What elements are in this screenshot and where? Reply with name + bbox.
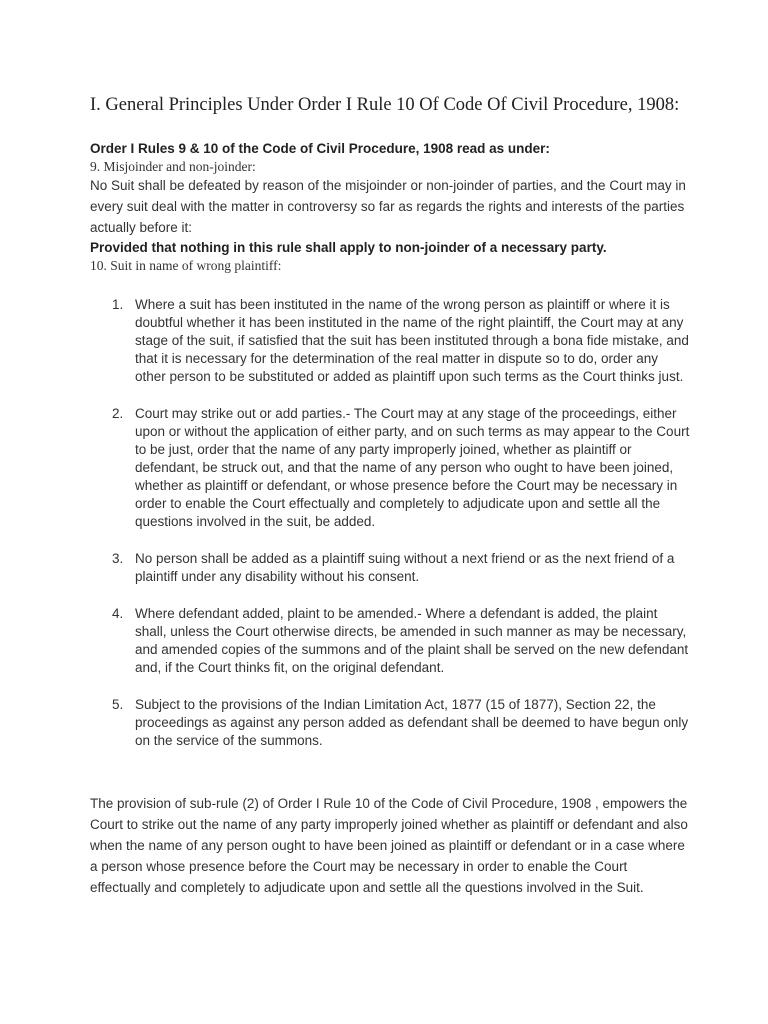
list-item-text: Where a suit has been instituted in the name of the wrong person as plaintiff or where it is doubtful whether it has been instituted in the name of the right plaintiff, the Court may at any stage of the suit, if satisfied that the suit has been instituted through a bona fide mistake, and that it is necessary for the determination of the real matter in dispute so to do, order any other person to be substituted or added as plaintiff upon such terms as the Court thinks just. — [135, 297, 689, 384]
list-item-number: 3. — [112, 551, 124, 566]
intro-section — [90, 139, 690, 274]
intro-bold-line: Order I Rules 9 & 10 of the Code of Civil Procedure, 1908 read as under: — [90, 141, 550, 156]
list-item — [90, 296, 690, 386]
list-item-number: 1. — [112, 297, 124, 312]
list-item — [90, 550, 690, 586]
rule9-title: 9. Misjoinder and non-joinder: — [90, 159, 256, 174]
rule10-list — [90, 296, 690, 769]
list-item — [90, 405, 690, 531]
list-item-text: Where defendant added, plaint to be amended.- Where a defendant is added, the plaint shall, unless the Court otherwise directs, be amended in such manner as may be necessary, and amended copies of the summons and of the plaint shall be served on the new defendant and, if the Court thinks fit, on the original defendant. — [135, 606, 689, 675]
list-item-text: Court may strike out or add parties.- The Court may at any stage of the proceedings, either upon or without the application of either party, and on such terms as may appear to the Court to be just, order that the name of any party improperly joined, whether as plaintiff or defendant, be struck out, and that the name of any person who ought to have been joined, whether as plaintiff or defendant, or whose presence before the Court may be necessary in order to enable the Court effectually and completely to adjudicate upon and settle all the questions involved in the suit, be added. — [135, 406, 690, 529]
list-item-number: 5. — [112, 697, 124, 712]
list-item-text: Subject to the provisions of the Indian Limitation Act, 1877 (15 of 1877), Section 22, the proceedings as against any person added as defendant shall be deemed to have begun only on the service of the summons. — [135, 697, 689, 748]
document-heading: I. General Principles Under Order I Rule 10 Of Code Of Civil Procedure, 1908: — [90, 95, 680, 115]
list-item — [90, 605, 690, 677]
list-item — [90, 696, 690, 750]
rule10-title: 10. Suit in name of wrong plaintiff: — [90, 258, 282, 273]
list-item-number: 4. — [112, 606, 124, 621]
rule9-proviso: Provided that nothing in this rule shall apply to non-joinder of a necessary party. — [90, 240, 607, 255]
list-item-text: No person shall be added as a plaintiff suing without a next friend or as the next friend of a plaintiff under any disability without his consent. — [135, 551, 675, 584]
list-item-number: 2. — [112, 406, 124, 421]
closing-paragraph: The provision of sub-rule (2) of Order I Rule 10 of the Code of Civil Procedure, 1908 , empowers the Court to strike out the name of any party improperly joined whether as plaintiff or defendant and also when the name of any person ought to have been joined as plaintiff or defendant or in a case where a person whose presence before the Court may be necessary in order to enable the Court effectually and completely to adjudicate upon and settle all the questions involved in the Suit. — [90, 796, 688, 895]
rule9-text: No Suit shall be defeated by reason of the misjoinder or non-joinder of parties, and the Court may in every suit deal with the matter in controversy so far as regards the rights and interests of the parties actually before it: — [90, 178, 686, 235]
